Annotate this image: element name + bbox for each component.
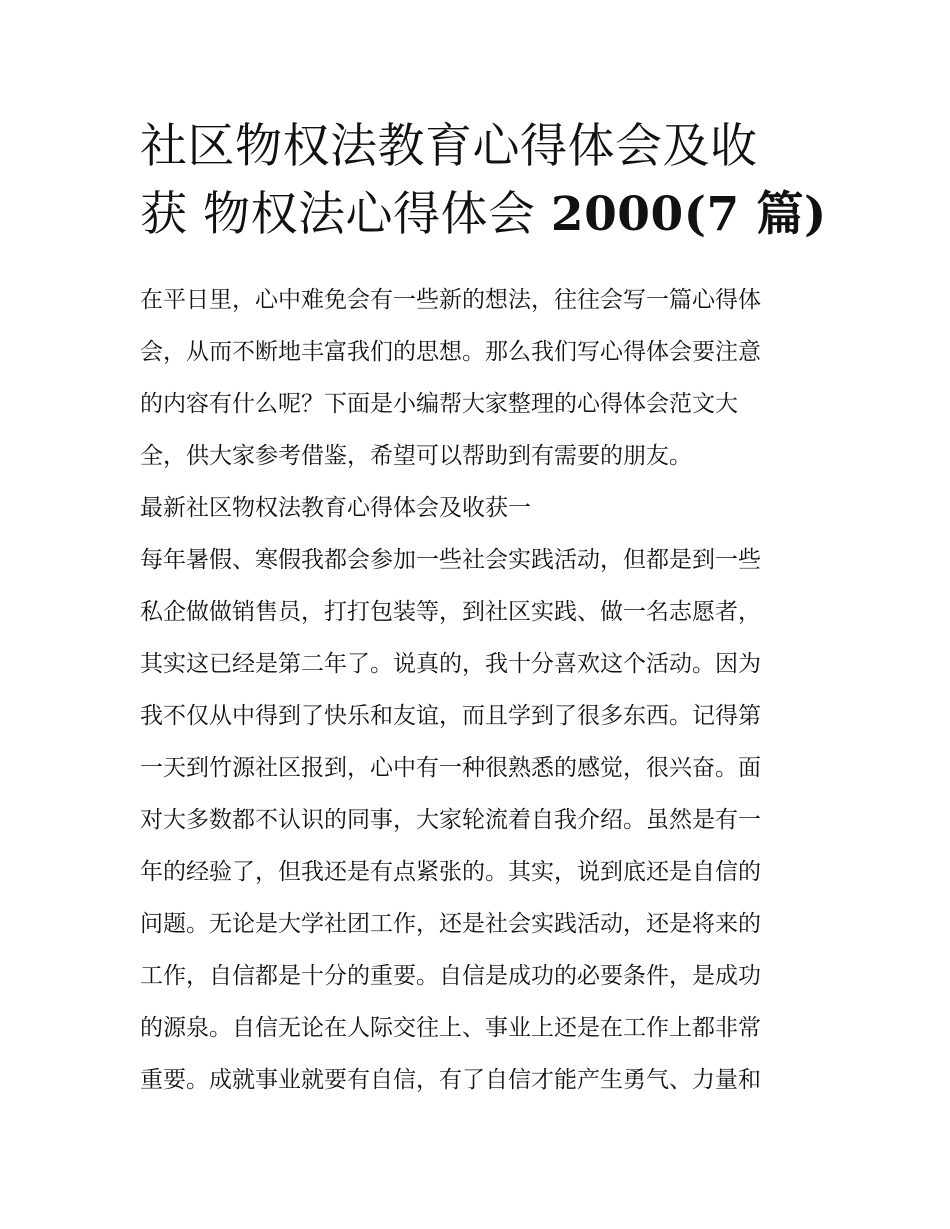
- body-line: 每年暑假、寒假我都会参加一些社会实践活动，但都是到一些: [140, 547, 761, 573]
- body-line: 年的经验了，但我还是有点紧张的。其实，说到底还是自信的: [140, 859, 761, 885]
- body-line: 的源泉。自信无论在人际交往上、事业上还是在工作上都非常: [140, 1015, 761, 1041]
- body-line: 的内容有什么呢？下面是小编帮大家整理的心得体会范文大: [140, 391, 738, 417]
- body-line: 会，从而不断地丰富我们的思想。那么我们写心得体会要注意: [140, 339, 761, 365]
- body-line: 私企做做销售员，打打包装等，到社区实践、做一名志愿者，: [140, 599, 761, 625]
- body-line: 问题。无论是大学社团工作，还是社会实践活动，还是将来的: [140, 911, 761, 937]
- body-line: 在平日里，心中难免会有一些新的想法，往往会写一篇心得体: [140, 287, 761, 313]
- body-line: 一天到竹源社区报到，心中有一种很熟悉的感觉，很兴奋。面: [140, 755, 761, 781]
- body-line: 其实这已经是第二年了。说真的，我十分喜欢这个活动。因为: [140, 651, 761, 677]
- title-line-1: 社区物权法教育心得体会及收: [140, 119, 758, 174]
- body-line: 对大多数都不认识的同事，大家轮流着自我介绍。虽然是有一: [140, 807, 761, 833]
- section-heading: 最新社区物权法教育心得体会及收获一: [140, 495, 531, 521]
- title-line-2: [140, 181, 827, 249]
- body-line: 重要。成就事业就要有自信，有了自信才能产生勇气、力量和: [140, 1067, 761, 1093]
- title-line-2-count: 2000(7 篇): [550, 187, 827, 242]
- body-line: 全，供大家参考借鉴，希望可以帮助到有需要的朋友。: [140, 443, 692, 469]
- body-line: 我不仅从中得到了快乐和友谊，而且学到了很多东西。记得第: [140, 703, 761, 729]
- body-line: 工作，自信都是十分的重要。自信是成功的必要条件，是成功: [140, 963, 761, 989]
- document-body: [140, 274, 820, 1106]
- title-line-2-text: 获 物权法心得体会: [140, 187, 551, 242]
- document-title: [140, 113, 827, 249]
